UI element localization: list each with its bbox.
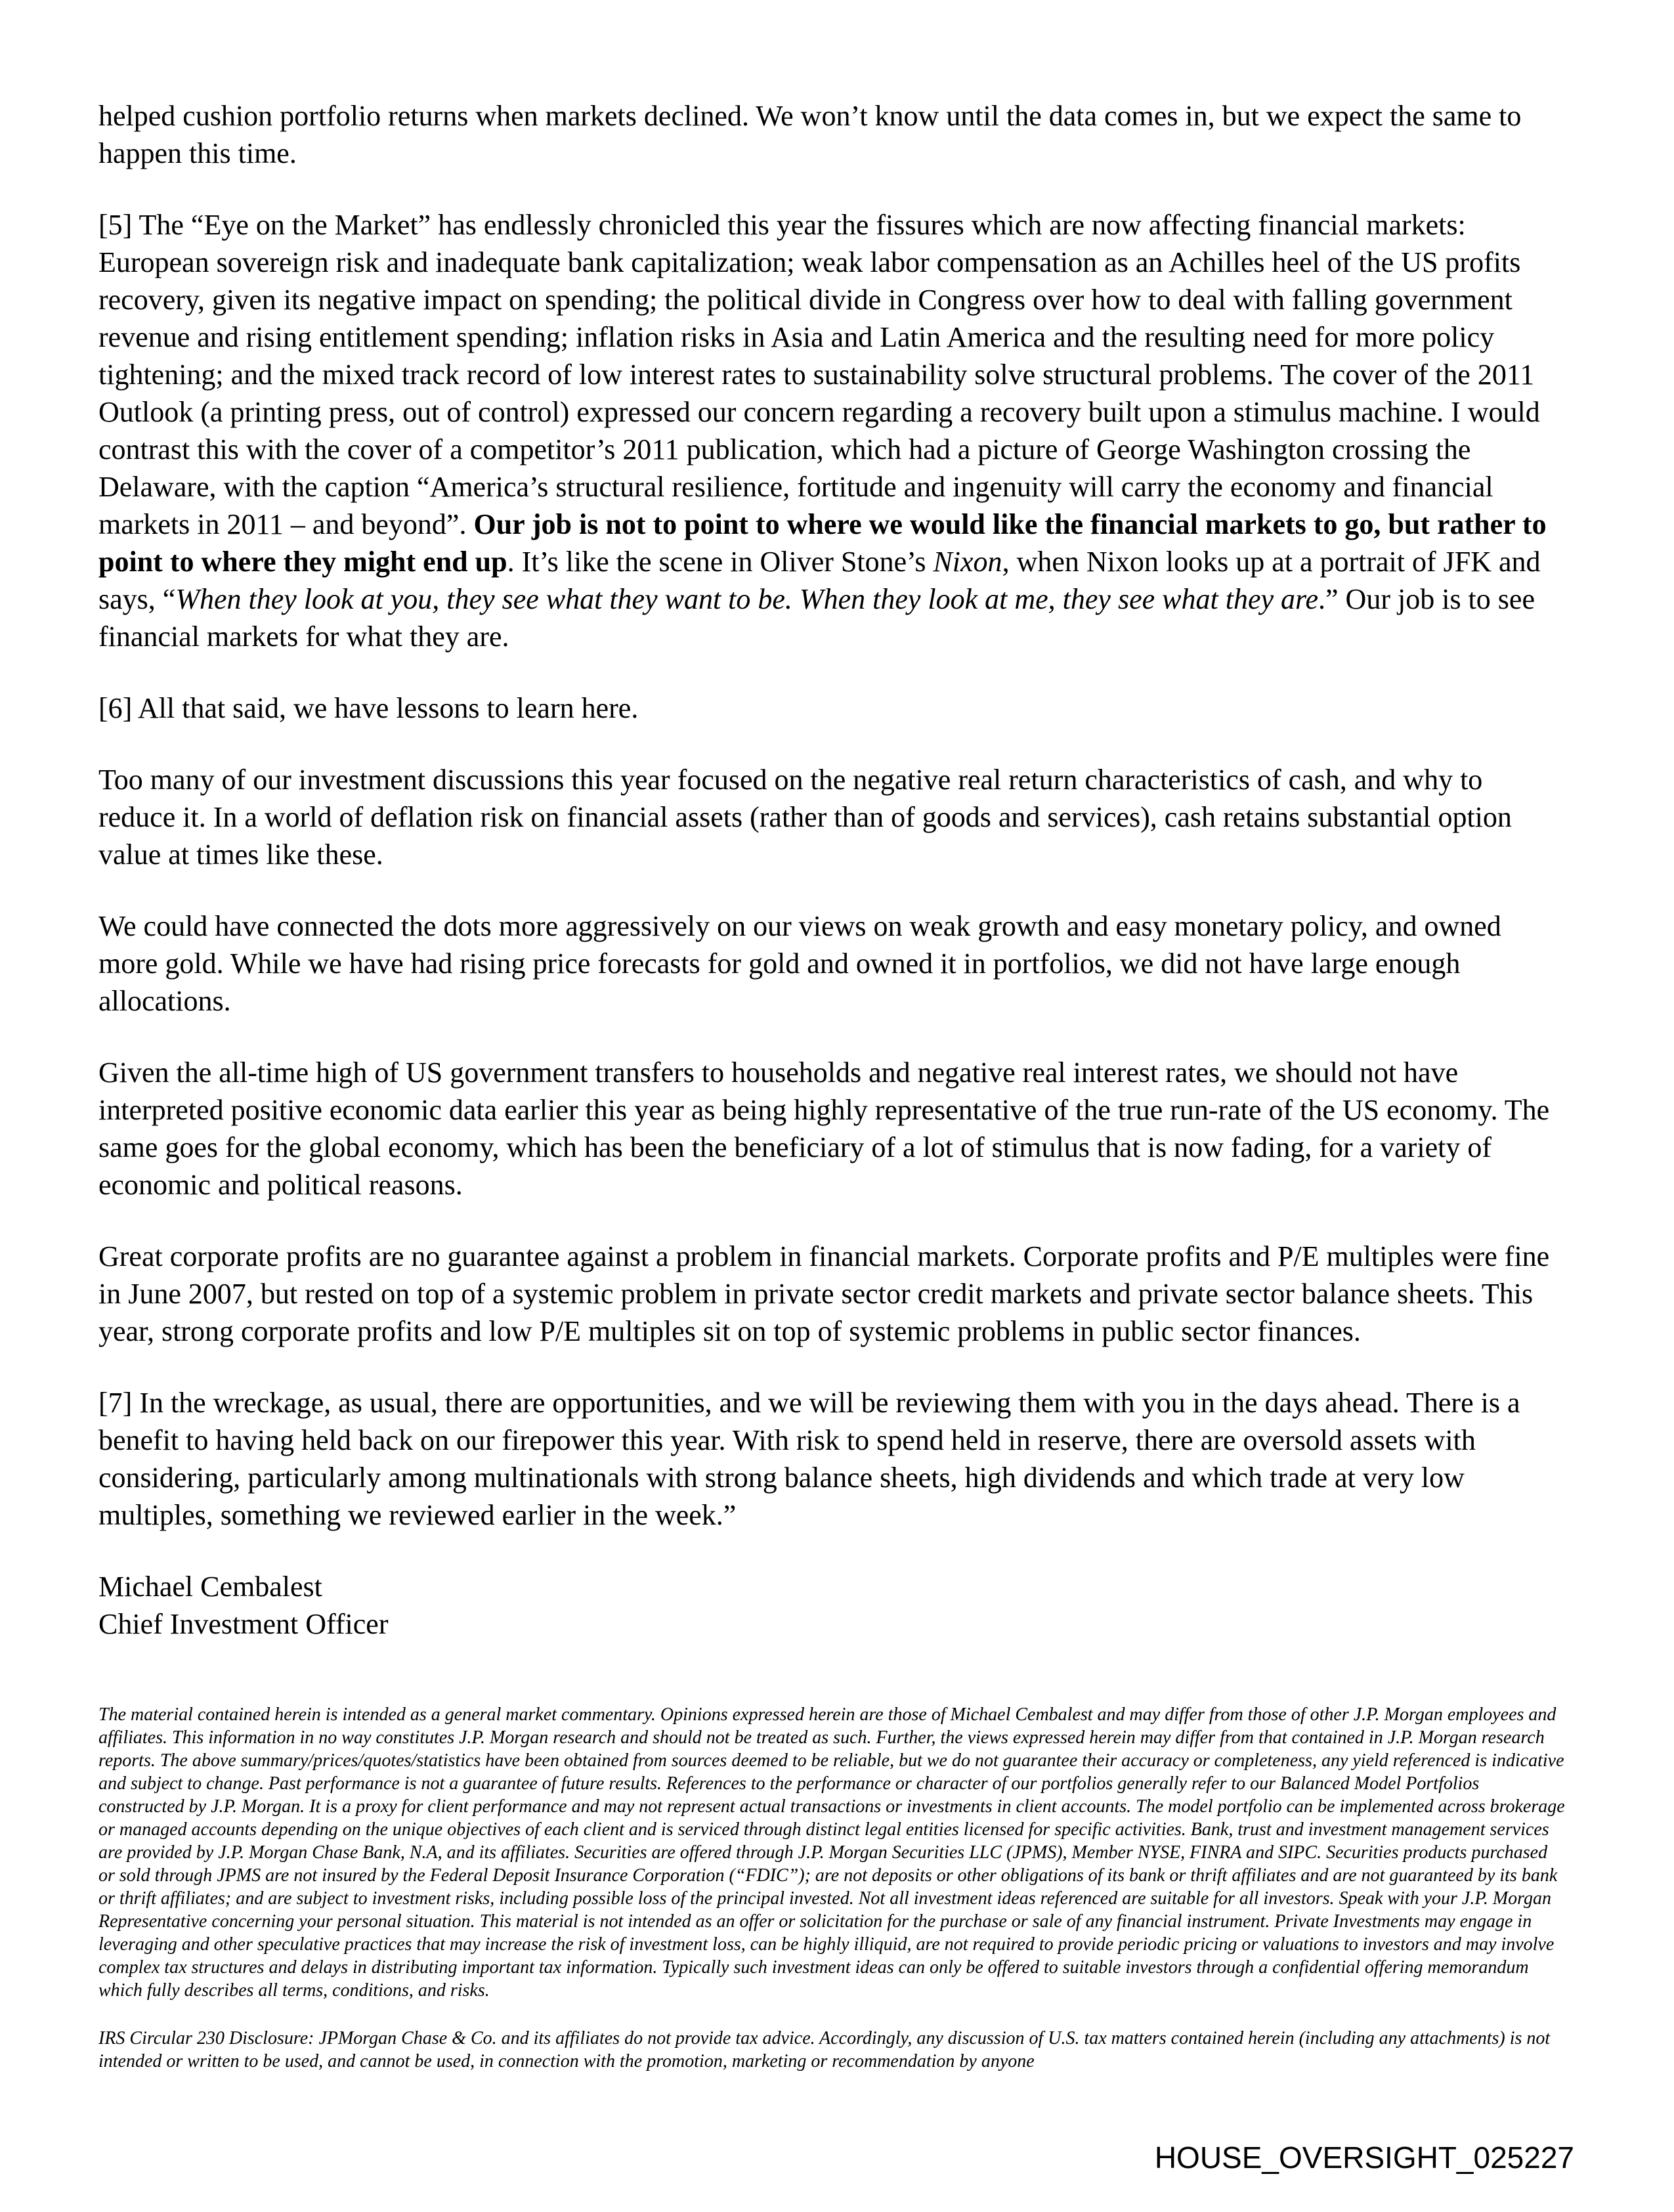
text-run: .” Our job is to see financial markets for what they are. (98, 583, 1535, 653)
para-lesson-gold (98, 907, 1566, 1020)
text-run: Too many of our investment discussions this year focused on the negative real return characteristics of cash, and why to reduce it. In a world of deflation risk on financial assets (rather than of goods and services), cash retains substantial option value at times like these. (98, 764, 1512, 871)
text-run: When they look at you, they see what they want to be. When they look at me, they see what they are (175, 583, 1319, 615)
signature-title: Chief Investment Officer (98, 1608, 389, 1640)
document-content (98, 97, 1566, 2098)
text-run: Our job is not to point to where we would like the financial markets to go, but rather to point to where they might end up (98, 508, 1547, 578)
text-run: helped cushion portfolio returns when markets declined. We won’t know until the data comes in, but we expect the same to happen this time. (98, 100, 1522, 169)
text-run: [6] All that said, we have lessons to learn here. (98, 692, 639, 724)
legal-disclaimer: The material contained herein is intended as a general market commentary. Opinions expressed herein are those of Michael Cembalest and may differ from those of other J.P. Morgan employees and affiliates. This information in no way constitutes J.P. Morgan research and should not be treated as such. Further, the views expressed herein may differ from that contained in J.P. Morgan research reports. The above summary/prices/quotes/statistics have been obtained from sources deemed to be reliable, but we do not guarantee their accuracy or completeness, any yield referenced is indicative and subject to change. Past performance is not a guarantee of future results. References to the performance or character of our portfolios generally refer to our Balanced Model Portfolios constructed by J.P. Morgan. It is a proxy for client performance and may not represent actual transactions or investments in client accounts. The model portfolio can be implemented across brokerage or managed accounts depending on the unique objectives of each client and is serviced through distinct legal entities licensed for specific activities. Bank, trust and investment management services are provided by J.P. Morgan Chase Bank, N.A, and its affiliates. Securities are offered through J.P. Morgan Securities LLC (JPMS), Member NYSE, FINRA and SIPC. Securities products purchased or sold through JPMS are not insured by the Federal Deposit Insurance Corporation (“FDIC”); are not deposits or other obligations of its bank or thrift affiliates and are not guaranteed by its bank or thrift affiliates; and are subject to investment risks, including possible loss of the principal invested. Not all investment ideas referenced are suitable for all investors. Speak with your J.P. Morgan Representative concerning your personal situation. This material is not intended as an offer or solicitation for the purchase or sale of any financial instrument. Private Investments may engage in leveraging and other speculative practices that may increase the risk of investment loss, can be highly illiquid, are not required to provide periodic pricing or valuations to investors and may involve complex tax structures and delays in distributing important tax information. Typically such investment ideas can only be offered to suitable investors through a confidential offering memorandum which fully describes all terms, conditions, and risks. (98, 1704, 1565, 2001)
para-6 (98, 689, 1566, 727)
signature-block (98, 1568, 1566, 1643)
text-run: [7] In the wreckage, as usual, there are opportunities, and we will be reviewing them with you in the days ahead. There is a benefit to having held back on our firepower this year. With risk to spend held in reserve, there are oversold assets with considering, particularly among multinationals with strong balance sheets, high dividends and which trade at very low multiples, something we reviewed earlier in the week.” (98, 1387, 1520, 1531)
para-lesson-transfers (98, 1054, 1566, 1204)
text-run: , when Nixon looks up at a portrait of JFK and says, “ (98, 546, 1541, 615)
document-body (98, 97, 1566, 1534)
para-lesson-cash (98, 761, 1566, 873)
text-run: Given the all-time high of US government transfers to households and negative real interest rates, we should not have interpreted positive economic data earlier this year as being highly representative of the true run-rate of the US economy. The same goes for the global economy, which has been the beneficiary of a lot of stimulus that is now fading, for a variety of economic and political reasons. (98, 1056, 1550, 1201)
text-run: . It’s like the scene in Oliver Stone’s (507, 546, 934, 578)
para-lesson-profits (98, 1238, 1566, 1350)
text-run: We could have connected the dots more aggressively on our views on weak growth and easy monetary policy, and owned more gold. While we have had rising price forecasts for gold and owned it in portfolios, we did not have large enough allocations. (98, 910, 1501, 1017)
text-run: [5] The “Eye on the Market” has endlessly chronicled this year the fissures which are now affecting financial markets: European sovereign risk and inadequate bank capitalization; weak labor compensation as an Achilles heel of the US profits recovery, given its negative impact on spending; the political divide in Congress over how to deal with falling government revenue and rising entitlement spending; inflation risks in Asia and Latin America and the resulting need for more policy tightening; and the mixed track record of low interest rates to sustainability solve structural problems. The cover of the 2011 Outlook (a printing press, out of control) expressed our concern regarding a recovery built upon a stimulus machine. I would contrast this with the cover of a competitor’s 2011 publication, which had a picture of George Washington crossing the Delaware, with the caption “America’s structural resilience, fortitude and ingenuity will carry the economy and financial markets in 2011 – and beyond”. (98, 209, 1540, 540)
text-run: Nixon (933, 546, 1002, 578)
signature-name: Michael Cembalest (98, 1571, 322, 1603)
bates-number: HOUSE_OVERSIGHT_025227 (1154, 2140, 1574, 2175)
para-5 (98, 206, 1566, 655)
irs-circular-230-disclosure: IRS Circular 230 Disclosure: JPMorgan Chase & Co. and its affiliates do not provide tax advice. Accordingly, any discussion of U.S. tax matters contained herein (including any attachments) is not intended or written to be used, and cannot be used, in connection with the promotion, marketing or recommendation by anyone (98, 2028, 1551, 2071)
para-7 (98, 1384, 1566, 1534)
text-run: Great corporate profits are no guarantee against a problem in financial markets. Corporate profits and P/E multiples were fine in June 2007, but rested on top of a systemic problem in private sector credit markets and private sector balance sheets. This year, strong corporate profits and low P/E multiples sit on top of systemic problems in public sector finances. (98, 1240, 1550, 1347)
para-carryover (98, 97, 1566, 172)
